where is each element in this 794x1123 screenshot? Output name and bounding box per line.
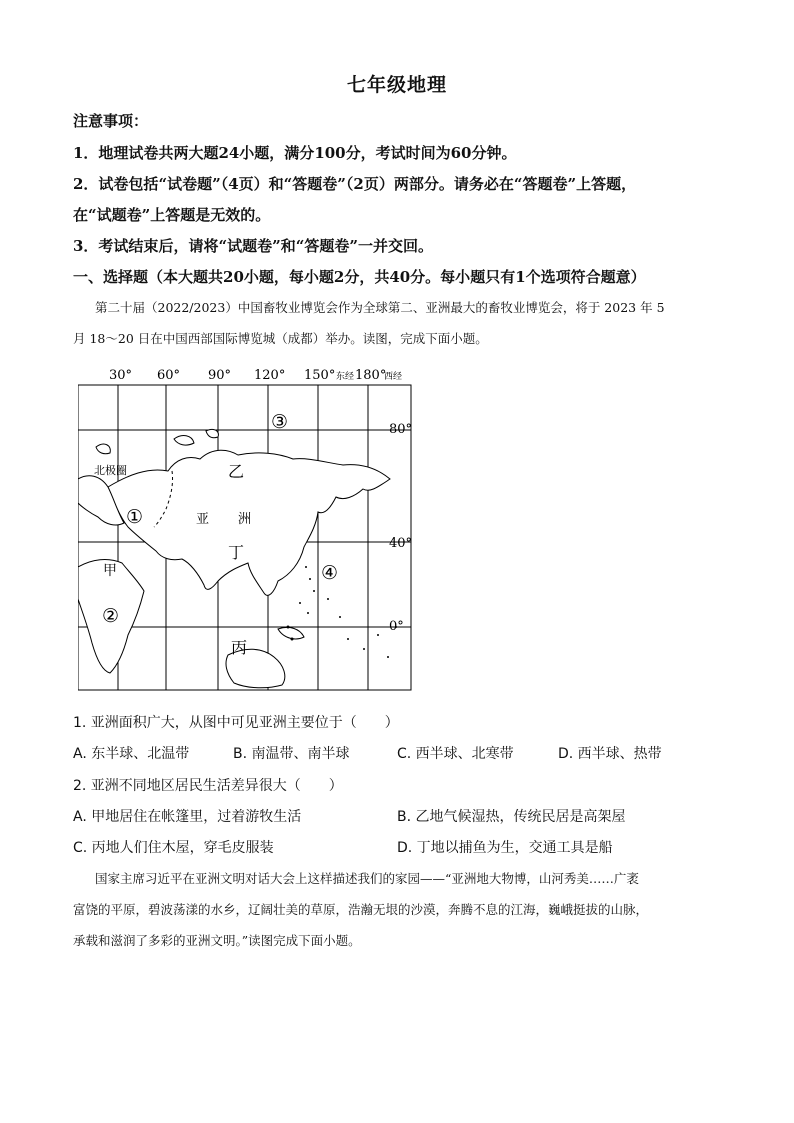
arctic-circle-label: 北极圈 [94,464,127,477]
region-label-yi: 乙 [228,462,245,481]
question-2-stem: 2. 亚洲不同地区居民生活差异很大（ ） [73,778,343,794]
lat-label-80: 80° [389,422,413,437]
notice-item-1: 1．地理试卷共两大题24小题，满分100分，考试时间为60分钟。 [73,144,517,162]
lon-label-150: 150° [304,368,336,383]
arctic-island [96,444,110,454]
page-title: 七年级地理 [346,74,447,96]
region-label-zhou: 洲 [238,512,252,527]
notice-item-2-cont: 在“试题卷”上答题是无效的。 [73,206,271,224]
question-1-option-d[interactable]: D. 西半球、热带 [558,746,662,762]
question-1-stem: 1. 亚洲面积广大，从图中可见亚洲主要位于（ ） [73,715,399,731]
lon-label-30: 30° [109,368,133,383]
passage2-line-2: 富饶的平原，碧波荡漾的水乡，辽阔壮美的草原，浩瀚无垠的沙漠，奔腾不息的江海，巍峨挺拔的山脉， [73,902,649,917]
asia-map [78,367,423,692]
question-1-option-b[interactable]: B. 南温带、南半球 [233,746,350,762]
circle-label-3: ③ [271,411,289,433]
region-label-ya: 亚 [196,512,210,527]
arctic-island [174,436,194,446]
lon-label-120: 120° [254,368,286,383]
circle-label-1: ① [126,506,144,528]
region-label-bing: 丙 [231,638,248,657]
passage2-line-3: 承载和滋润了多彩的亚洲文明。”读图完成下面小题。 [73,933,361,948]
notice-heading: 注意事项： [73,112,149,130]
island-dots [287,566,398,658]
circle-label-4: ④ [321,562,339,584]
notice-item-3: 3．考试结束后，请将“试题卷”和“答题卷”一并交回。 [73,237,433,255]
lat-label-40: 40° [389,536,413,551]
circle-label-2: ② [102,605,120,627]
intro-line-2: 月 18～20 日在中国西部国际博览城（成都）举办。读图，完成下面小题。 [73,331,488,346]
question-2-option-c[interactable]: C. 丙地人们住木屋，穿毛皮服装 [73,840,274,856]
question-1-option-a[interactable]: A. 东半球、北温带 [73,746,190,762]
arctic-island [206,429,218,437]
region-label-jia: 甲 [103,563,117,579]
notice-item-2: 2．试卷包括“试卷题”（4页）和“答题卷”（2页）两部分。请务必在“答题卷”上答题， [73,175,637,193]
lat-label-0: 0° [389,619,404,634]
question-2-option-b[interactable]: B. 乙地气候湿热，传统民居是高架屋 [397,809,626,825]
question-2-option-a[interactable]: A. 甲地居住在帐篷里，过着游牧生活 [73,809,302,825]
region-label-ding: 丁 [228,543,245,562]
lon-label-60: 60° [157,368,181,383]
question-1-option-c[interactable]: C. 西半球、北寒带 [397,746,514,762]
lon-label-east: 东经 [336,372,355,382]
question-2-option-d[interactable]: D. 丁地以捕鱼为生，交通工具是船 [397,840,613,856]
intro-line-1: 第二十届（2022/2023）中国畜牧业博览会作为全球第二、亚洲最大的畜牧业博览会，将于 2023 年 5 [95,300,665,315]
section1-heading: 一、选择题（本大题共20小题，每小题2分，共40分。每小题只有1个选项符合题意） [73,268,646,286]
lon-label-180: 180° [355,368,387,383]
passage2-line-1: 国家主席习近平在亚洲文明对话大会上这样描述我们的家园——“亚洲地大物博，山河秀美……广袤 [95,871,639,886]
lon-label-90: 90° [208,368,232,383]
lon-label-west: 西经 [384,372,403,382]
new-guinea-outline [278,627,304,639]
